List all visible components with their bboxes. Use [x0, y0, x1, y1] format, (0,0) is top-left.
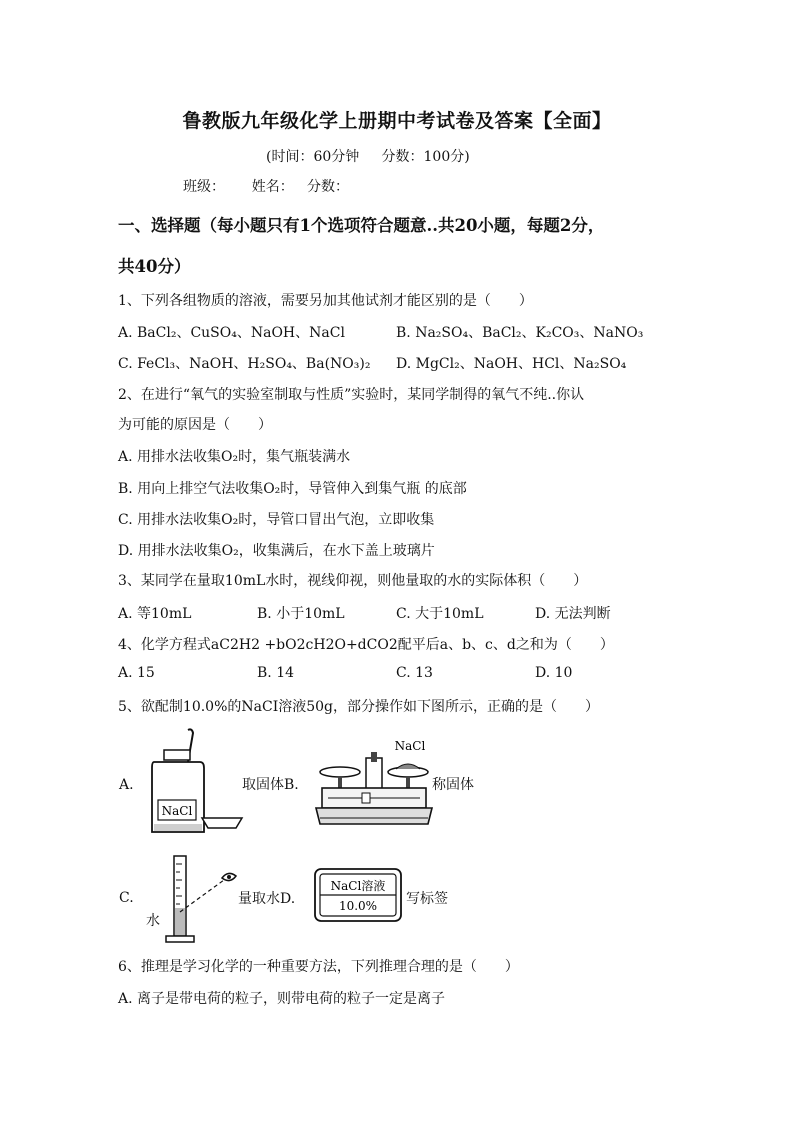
- fig-b-caption: 称固体: [432, 777, 474, 793]
- section-heading-line1: 一、选择题（每小题只有1个选项符合题意..共20小题，每题2分，: [118, 216, 605, 235]
- time-score-line: (时间：60分钟 分数：100分): [266, 149, 470, 165]
- student-info-line: 班级： 姓名： 分数：: [183, 179, 350, 195]
- q2-stem-line1: 2、在进行“氧气的实验室制取与性质”实验时，某同学制得的氧气不纯..你认: [118, 387, 585, 403]
- page-title: 鲁教版九年级化学上册期中考试卷及答案【全面】: [182, 110, 612, 132]
- fig-c-letter: C.: [119, 890, 134, 906]
- q3-option-a: A. 等10mL: [118, 606, 192, 622]
- q4-stem: 4、化学方程式aC2H2 +bO2cH2O+dCO2配平后a、b、c、d之和为（ ）: [118, 637, 614, 653]
- q2-stem-line2: 为可能的原因是（ ）: [118, 417, 272, 433]
- q6-option-a: A. 离子是带电荷的粒子，则带电荷的粒子一定是离子: [118, 991, 446, 1007]
- fig-a-letter: A.: [119, 777, 134, 793]
- q3-stem: 3、某同学在量取10mL水时，视线仰视，则他量取的水的实际体积（ ）: [118, 573, 588, 589]
- q2-option-a: A. 用排水法收集O₂时，集气瓶装满水: [118, 449, 351, 465]
- q1-stem: 1、下列各组物质的溶液，需要另加其他试剂才能区别的是（ ）: [118, 293, 533, 309]
- fig-c-caption: 量取水D.: [238, 891, 296, 907]
- q4-option-c: C. 13: [396, 665, 433, 681]
- fig-d-caption: 写标签: [406, 891, 448, 907]
- q5-stem: 5、欲配制10.0%的NaCI溶液50g，部分操作如下图所示，正确的是（ ）: [118, 699, 599, 715]
- q4-option-a: A. 15: [118, 665, 155, 681]
- graduated-cylinder-illustration: [144, 852, 240, 946]
- water-label: 水: [146, 913, 160, 929]
- q2-option-c: C. 用排水法收集O₂时，导管口冒出气泡，立即收集: [118, 512, 435, 528]
- q1-option-b: B. Na₂SO₄、BaCl₂、K₂CO₃、NaNO₃: [396, 325, 644, 341]
- reagent-label-illustration: [314, 868, 402, 922]
- reagent-jar-illustration: [136, 728, 246, 838]
- label-line1-text: NaCl溶液: [330, 879, 386, 893]
- q6-stem: 6、推理是学习化学的一种重要方法，下列推理合理的是（ ）: [118, 959, 519, 975]
- balance-nacl-label: NaCl: [394, 739, 426, 753]
- q4-option-b: B. 14: [257, 665, 295, 681]
- jar-label-text: NaCl: [161, 804, 193, 818]
- q2-option-d: D. 用排水法收集O₂，收集满后，在水下盖上玻璃片: [118, 543, 435, 559]
- q3-option-d: D. 无法判断: [535, 606, 611, 622]
- q1-option-c: C. FeCl₃、NaOH、H₂SO₄、Ba(NO₃)₂: [118, 356, 371, 372]
- q2-option-b: B. 用向上排空气法收集O₂时，导管伸入到集气瓶 的底部: [118, 481, 467, 497]
- label-line2-text: 10.0%: [338, 899, 378, 913]
- q3-option-b: B. 小于10mL: [257, 606, 345, 622]
- q3-option-c: C. 大于10mL: [396, 606, 484, 622]
- balance-illustration: [314, 738, 434, 830]
- section-heading-line2: 共40分）: [118, 257, 191, 276]
- fig-a-caption: 取固体B.: [242, 777, 299, 793]
- q1-option-d: D. MgCl₂、NaOH、HCl、Na₂SO₄: [396, 356, 627, 372]
- q4-option-d: D. 10: [535, 665, 573, 681]
- q1-option-a: A. BaCl₂、CuSO₄、NaOH、NaCl: [118, 325, 345, 341]
